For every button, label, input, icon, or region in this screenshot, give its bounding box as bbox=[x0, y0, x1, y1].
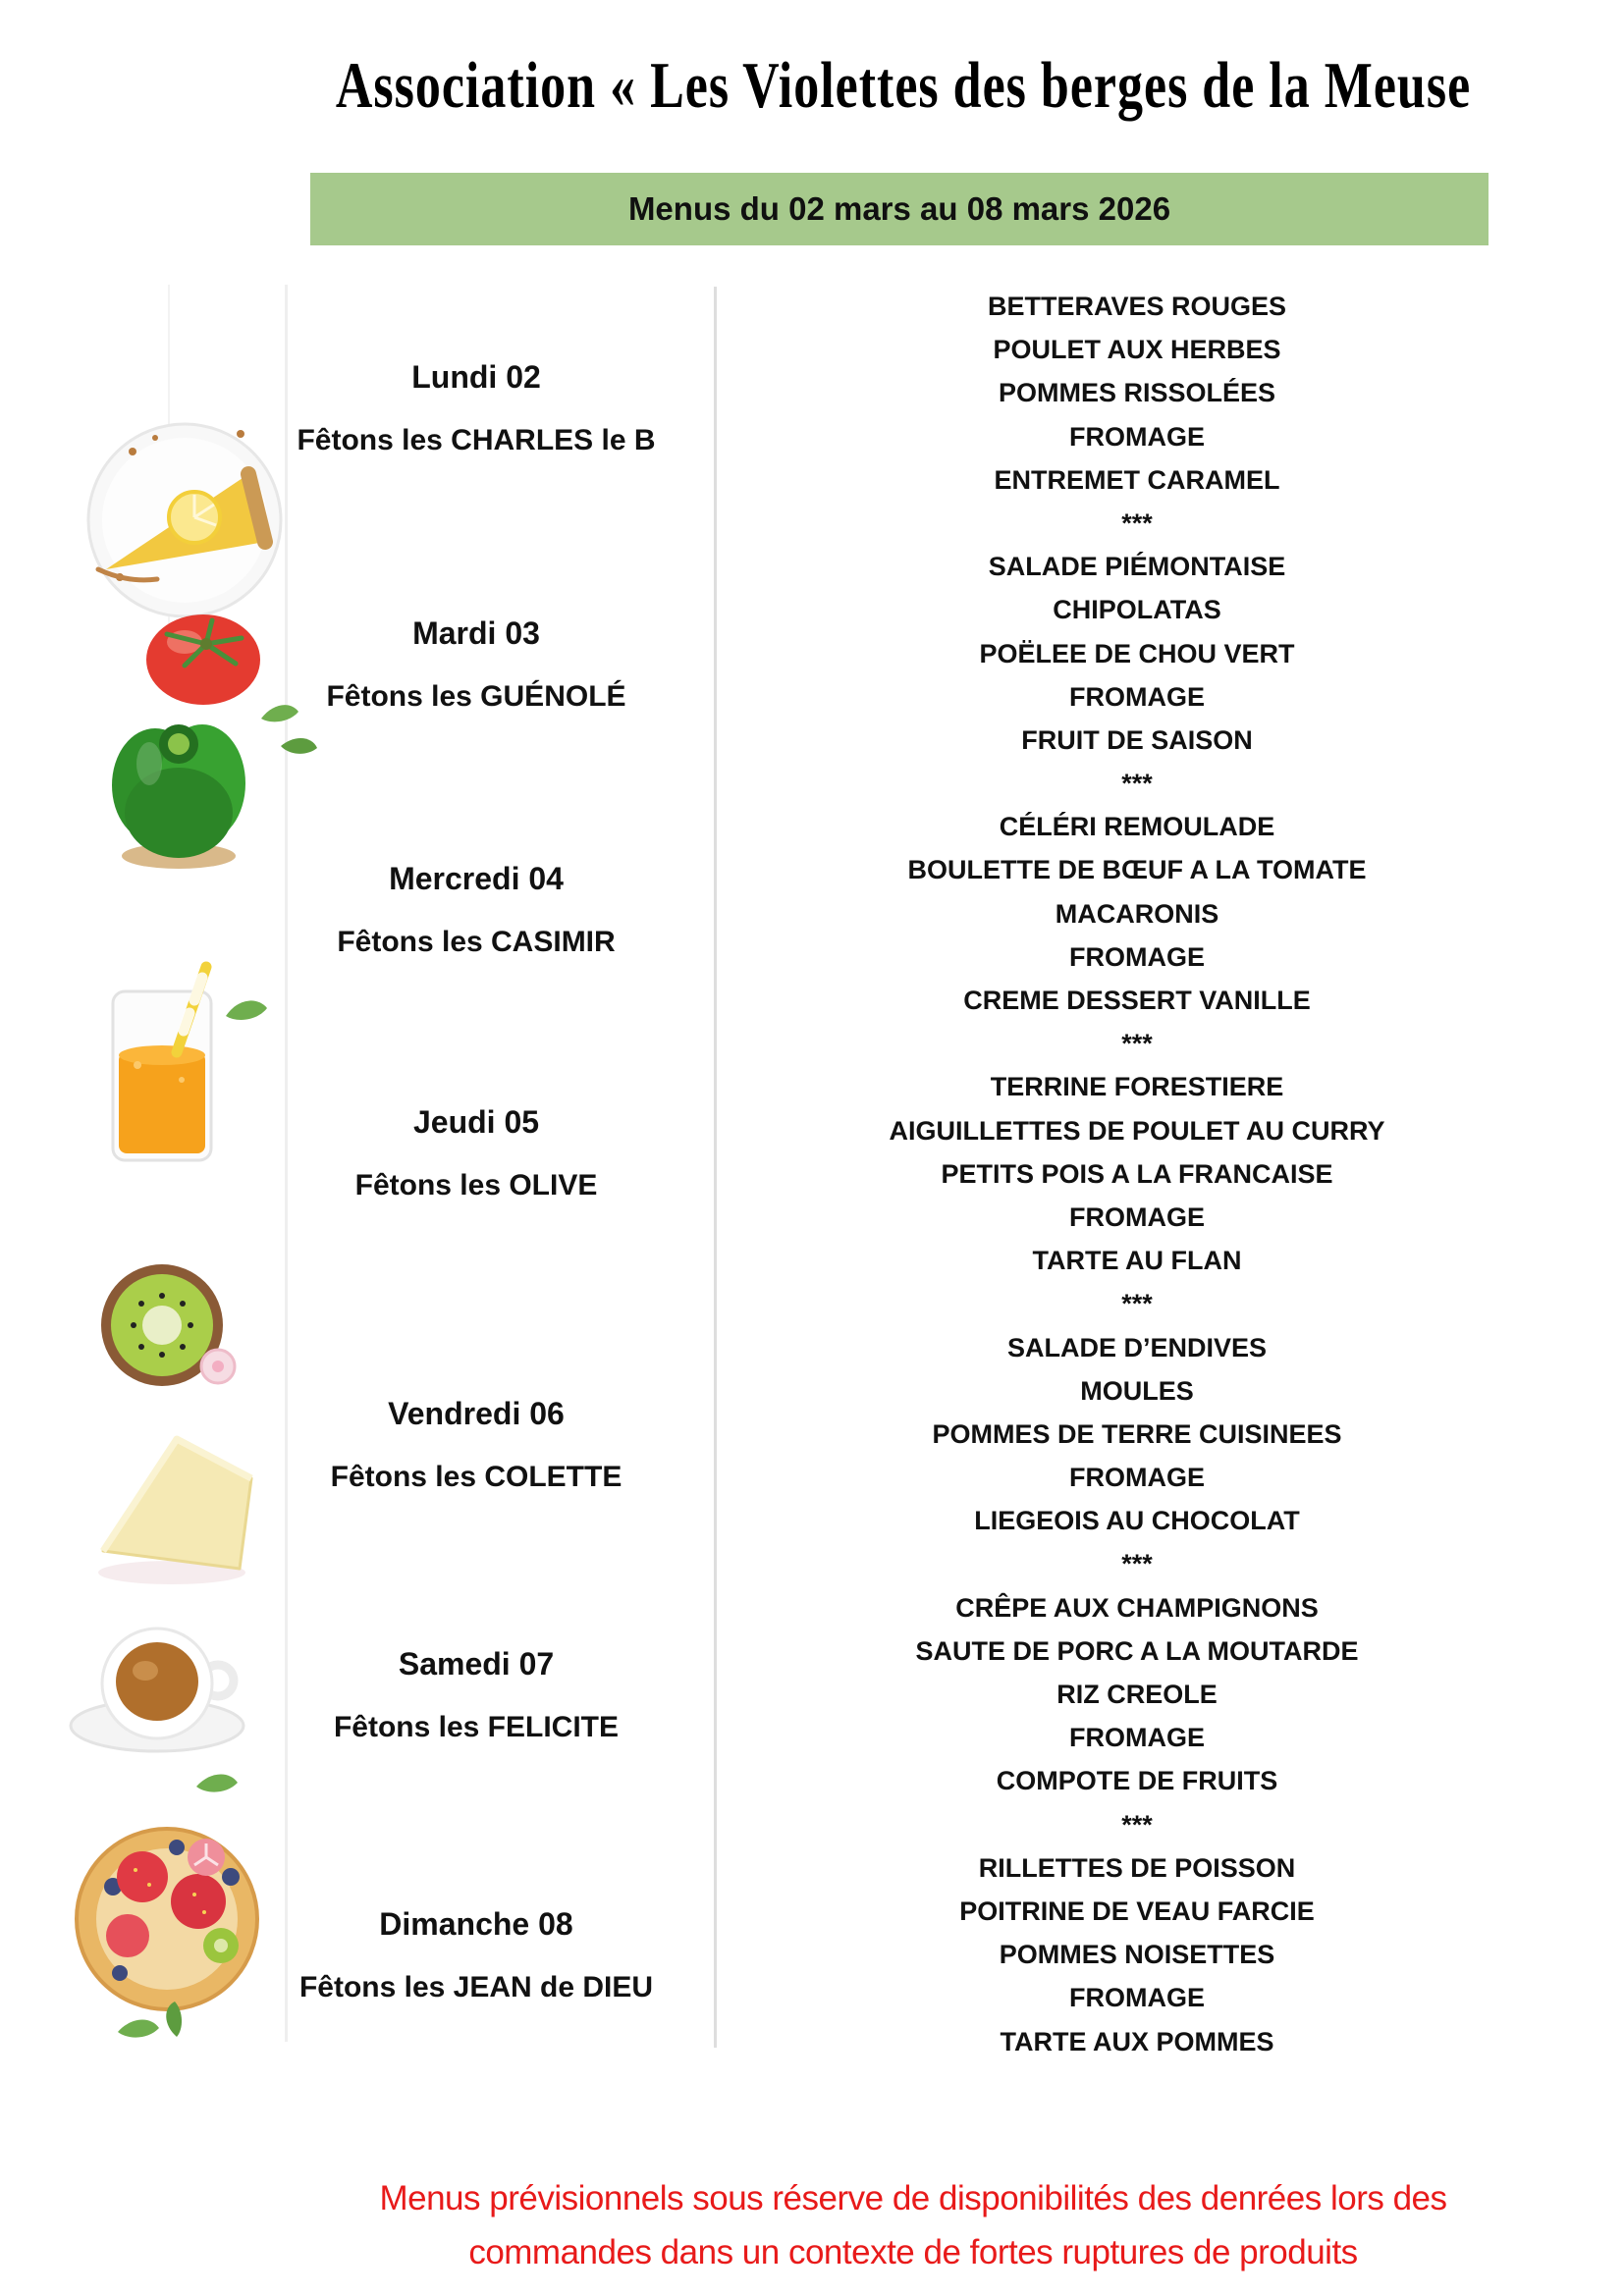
menu-item: CÉLÉRI REMOULADE bbox=[999, 812, 1275, 842]
menu-item: FRUIT DE SAISON bbox=[1021, 724, 1253, 755]
menu-item: POMMES NOISETTES bbox=[999, 1940, 1275, 1970]
menu-item: POULET AUX HERBES bbox=[993, 335, 1281, 365]
leaf bbox=[196, 1774, 238, 1791]
menu-item: TARTE AUX POMMES bbox=[1000, 2026, 1274, 2056]
menu-item: MOULES bbox=[1080, 1375, 1194, 1406]
menu-item: AIGUILLETTES DE POULET AU CURRY bbox=[889, 1115, 1385, 1146]
menu-item: CREME DESSERT VANILLE bbox=[963, 986, 1311, 1015]
menu-item: PETITS POIS A LA FRANCAISE bbox=[941, 1158, 1333, 1189]
disclaimer-line-2: commandes dans un contexte de fortes ruptures de produits bbox=[468, 2233, 1358, 2271]
menu-separator: *** bbox=[1121, 769, 1153, 799]
menu-item: COMPOTE DE FRUITS bbox=[996, 1766, 1278, 1796]
association-title: Association « Les Violettes des berges de la Meuse bbox=[335, 50, 1472, 123]
menu-item: LIEGEOIS AU CHOCOLAT bbox=[974, 1506, 1300, 1536]
menu-item: FROMAGE bbox=[1069, 1201, 1205, 1232]
day-block-mardi bbox=[265, 614, 687, 717]
menu-item: POITRINE DE VEAU FARCIE bbox=[959, 1896, 1315, 1926]
menu-item: RIZ CREOLE bbox=[1056, 1680, 1218, 1709]
day-saint: Fêtons les CASIMIR bbox=[337, 926, 616, 958]
disclaimer-text bbox=[202, 2171, 1624, 2279]
disclaimer-line-1: Menus prévisionnels sous réserve de disponibilités des denrées lors des bbox=[379, 2179, 1447, 2217]
menu-item: SALADE D’ENDIVES bbox=[1006, 1332, 1268, 1362]
menu-separator: *** bbox=[1121, 1809, 1153, 1840]
orange-juice-photo bbox=[113, 967, 211, 1160]
day-saint: Fêtons les FELICITE bbox=[333, 1711, 620, 1743]
day-name: Samedi 07 bbox=[398, 1646, 555, 1682]
day-saint: Fêtons les OLIVE bbox=[354, 1169, 598, 1201]
column-divider bbox=[714, 287, 717, 2048]
menu-separator: *** bbox=[1121, 1029, 1153, 1059]
day-block-jeudi bbox=[265, 1102, 687, 1205]
coffee-cup-photo bbox=[71, 1629, 244, 1792]
menu-item: MACARONIS bbox=[1055, 898, 1219, 929]
menu-item: FROMAGE bbox=[1069, 681, 1205, 712]
day-name: Mercredi 04 bbox=[389, 861, 564, 896]
menu-item: CRÊPE AUX CHAMPIGNONS bbox=[955, 1592, 1319, 1623]
menu-item: TARTE AU FLAN bbox=[1032, 1246, 1242, 1276]
menu-item: ENTREMET CARAMEL bbox=[994, 464, 1280, 495]
menu-item: POMMES RISSOLÉES bbox=[998, 378, 1276, 408]
menu-item: POMMES DE TERRE CUISINEES bbox=[932, 1418, 1342, 1449]
menu-item: FROMAGE bbox=[1069, 941, 1205, 972]
week-banner-label: Menus du 02 mars au 08 mars 2026 bbox=[627, 190, 1171, 227]
menu-items-column bbox=[813, 285, 1461, 2063]
day-saint: Fêtons les COLETTE bbox=[330, 1461, 623, 1493]
menu-item: FROMAGE bbox=[1069, 1983, 1205, 2013]
day-name: Dimanche 08 bbox=[379, 1906, 573, 1942]
kiwi-photo bbox=[101, 1264, 235, 1386]
menu-item: FROMAGE bbox=[1069, 1723, 1205, 1753]
day-block-mercredi bbox=[265, 859, 687, 962]
menu-item: FROMAGE bbox=[1069, 1463, 1205, 1493]
menu-item: BETTERAVES ROUGES bbox=[987, 292, 1287, 321]
menu-separator: *** bbox=[1121, 1549, 1153, 1579]
tomato-photo bbox=[146, 614, 260, 705]
menu-item: POËLEE DE CHOU VERT bbox=[979, 638, 1295, 668]
menu-item: FROMAGE bbox=[1069, 421, 1205, 452]
menu-item: BOULETTE DE BŒUF A LA TOMATE bbox=[907, 855, 1367, 885]
day-block-samedi bbox=[265, 1644, 687, 1747]
day-name: Mardi 03 bbox=[412, 615, 540, 651]
menu-item: CHIPOLATAS bbox=[1053, 595, 1221, 625]
day-name: Jeudi 05 bbox=[412, 1104, 540, 1140]
menu-separator: *** bbox=[1121, 507, 1153, 538]
day-block-vendredi bbox=[265, 1394, 687, 1497]
day-block-dimanche bbox=[265, 1904, 687, 2007]
day-name: Lundi 02 bbox=[411, 359, 541, 395]
menu-separator: *** bbox=[1121, 1289, 1153, 1319]
day-block-lundi bbox=[265, 357, 687, 460]
menu-item: SALADE PIÉMONTAISE bbox=[988, 552, 1286, 582]
berry-tart-photo bbox=[77, 1829, 257, 2038]
lemon-tart-photo bbox=[88, 424, 281, 616]
day-saint: Fêtons les CHARLES le B bbox=[297, 424, 656, 456]
cheese-wedge-photo bbox=[98, 1439, 251, 1584]
menu-item: TERRINE FORESTIERE bbox=[990, 1072, 1284, 1102]
day-saint: Fêtons les JEAN de DIEU bbox=[298, 1971, 654, 2003]
day-name: Vendredi 06 bbox=[388, 1396, 565, 1431]
menu-item: SAUTE DE PORC A LA MOUTARDE bbox=[915, 1635, 1359, 1666]
day-saint: Fêtons les GUÉNOLÉ bbox=[326, 680, 626, 713]
menu-item: RILLETTES DE POISSON bbox=[978, 1852, 1296, 1883]
week-banner bbox=[310, 173, 1489, 245]
